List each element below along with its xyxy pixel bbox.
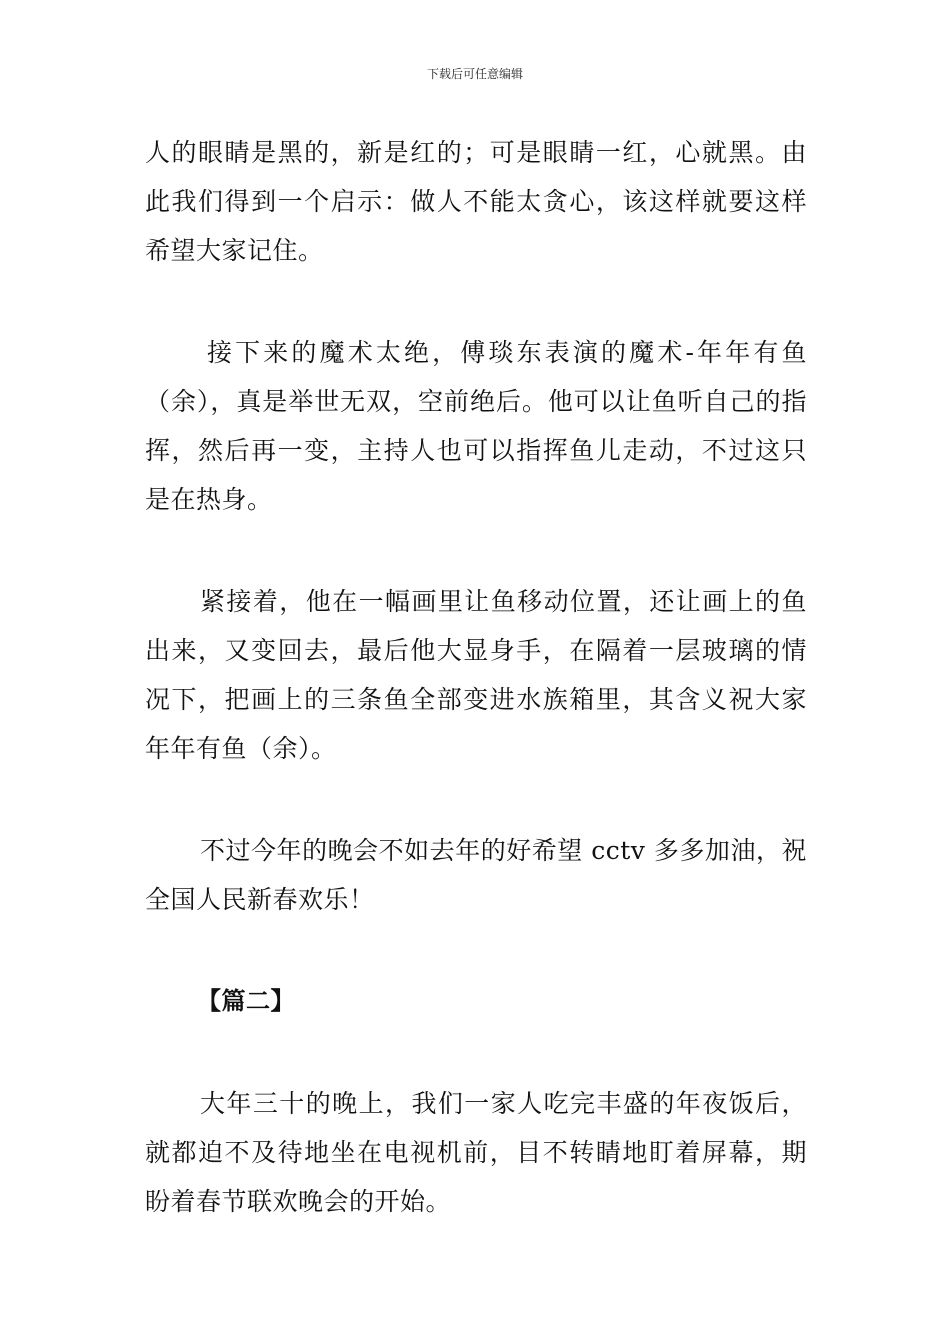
paragraph-new-year-eve: 大年三十的晚上，我们一家人吃完丰盛的年夜饭后，就都迫不及待地坐在电视机前，目不转睛地盯着屏幕，期盼着春节联欢晚会的开始。 <box>145 1089 807 1216</box>
paragraph-fish-painting: 紧接着，他在一幅画里让鱼移动位置，还让画上的鱼出来，又变回去，最后他大显身手，在隔着一层玻璃的情况下，把画上的三条鱼全部变进水族箱里，其含义祝大家年年有鱼（余）。 <box>145 587 807 763</box>
page-header-note: 下载后可任意编辑 <box>426 67 523 81</box>
paragraph-intro-moral: 人的眼睛是黑的，新是红的；可是眼睛一红，心就黑。由此我们得到一个启示：做人不能太贪心，该这样就要这样希望大家记住。 <box>145 138 807 265</box>
paragraph-closing-wish: 不过今年的晚会不如去年的好希望 cctv 多多加油，祝全国人民新春欢乐！ <box>145 836 807 914</box>
section-heading: 【篇二】 <box>197 987 295 1015</box>
paragraph-magic-show: 接下来的魔术太绝，傅琰东表演的魔术-年年有鱼（余），真是举世无双，空前绝后。他可以让鱼听自己的指挥，然后再一变，主持人也可以指挥鱼儿走动，不过这只是在热身。 <box>145 338 807 514</box>
document-body <box>145 128 807 1279</box>
